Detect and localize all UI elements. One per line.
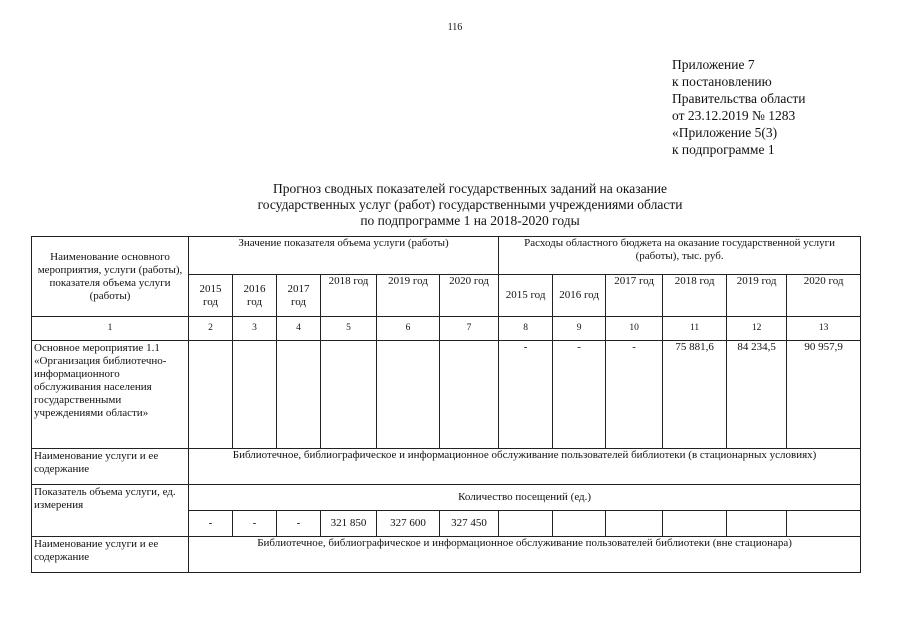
title-line: государственных услуг (работ) государственными учреждениями области [257, 197, 683, 212]
header-expense-year: 2015 год [499, 275, 553, 317]
indicator-expense [727, 511, 787, 537]
main-event-volume [321, 341, 377, 449]
header-expense-year: 2017 год [606, 275, 663, 317]
header-expense-year: 2020 год [787, 275, 861, 317]
main-event-volume [377, 341, 440, 449]
main-event-expense: - [499, 341, 553, 449]
column-number: 5 [321, 317, 377, 341]
indicator-volume: - [233, 511, 277, 537]
main-event-expense: - [606, 341, 663, 449]
main-event-expense: 84 234,5 [727, 341, 787, 449]
indicator-expense [663, 511, 727, 537]
indicator-unit: Количество посещений (ед.) [189, 485, 861, 511]
main-event-expense: - [553, 341, 606, 449]
column-number: 13 [787, 317, 861, 341]
title-line: по подпрограмме 1 на 2018-2020 годы [360, 213, 580, 228]
header-volume-year: 2020 год [440, 275, 499, 317]
appendix-block [672, 56, 805, 158]
main-event-volume [233, 341, 277, 449]
indicator-expense [787, 511, 861, 537]
indicator-volume: 327 450 [440, 511, 499, 537]
column-number: 3 [233, 317, 277, 341]
appendix-line: Приложение 7 [672, 57, 755, 72]
column-number: 6 [377, 317, 440, 341]
column-number: 8 [499, 317, 553, 341]
column-number: 4 [277, 317, 321, 341]
service2-content: Библиотечное, библиографическое и информационное обслуживание пользователей библиотеки (вне стационара) [189, 537, 861, 573]
indicator-expense [553, 511, 606, 537]
header-volume-year: 2018 год [321, 275, 377, 317]
column-number: 12 [727, 317, 787, 341]
page-number: 116 [447, 22, 463, 33]
indicator-volume: - [277, 511, 321, 537]
main-event-expense: 75 881,6 [663, 341, 727, 449]
header-volume-year: 2016 год [233, 275, 277, 317]
column-number: 1 [32, 317, 189, 341]
header-volume-year: 2015 год [189, 275, 233, 317]
appendix-line: к постановлению [672, 74, 772, 89]
header-expense-year: 2019 год [727, 275, 787, 317]
appendix-line: от 23.12.2019 № 1283 [672, 108, 796, 123]
service1-content: Библиотечное, библиографическое и информационное обслуживание пользователей библиотеки (в стационарных условиях) [189, 449, 861, 485]
header-expense-year: 2018 год [663, 275, 727, 317]
column-number: 11 [663, 317, 727, 341]
indicator-volume: 321 850 [321, 511, 377, 537]
document-title [160, 181, 780, 229]
main-event-volume [189, 341, 233, 449]
header-volume-year: 2019 год [377, 275, 440, 317]
column-number: 7 [440, 317, 499, 341]
indicator-expense [606, 511, 663, 537]
header-volume-group: Значение показателя объема услуги (работы) [189, 237, 499, 275]
main-event-name: Основное мероприятие 1.1 «Организация библиотечно-информационного обслуживания населения государственными учреждениями области» [32, 341, 189, 449]
header-expense-year: 2016 год [553, 275, 606, 317]
column-number: 10 [606, 317, 663, 341]
forecast-table [31, 236, 861, 573]
column-number: 9 [553, 317, 606, 341]
indicator-label: Показатель объема услуги, ед. измерения [32, 485, 189, 537]
appendix-line: Правительства области [672, 91, 806, 106]
indicator-volume: 327 600 [377, 511, 440, 537]
service1-label: Наименование услуги и ее содержание [32, 449, 189, 485]
indicator-expense [499, 511, 553, 537]
service2-label: Наименование услуги и ее содержание [32, 537, 189, 573]
column-number: 2 [189, 317, 233, 341]
header-expense-group: Расходы областного бюджета на оказание государственной услуги (работы), тыс. руб. [499, 237, 861, 275]
header-volume-year: 2017 год [277, 275, 321, 317]
appendix-line: к подпрограмме 1 [672, 142, 775, 157]
main-event-expense: 90 957,9 [787, 341, 861, 449]
header-name-column: Наименование основного мероприятия, услуги (работы), показателя объема услуги (работы) [32, 237, 189, 317]
indicator-volume: - [189, 511, 233, 537]
main-event-volume [277, 341, 321, 449]
main-event-volume [440, 341, 499, 449]
title-line: Прогноз сводных показателей государственных заданий на оказание [272, 181, 668, 196]
appendix-line: «Приложение 5(3) [672, 125, 778, 140]
